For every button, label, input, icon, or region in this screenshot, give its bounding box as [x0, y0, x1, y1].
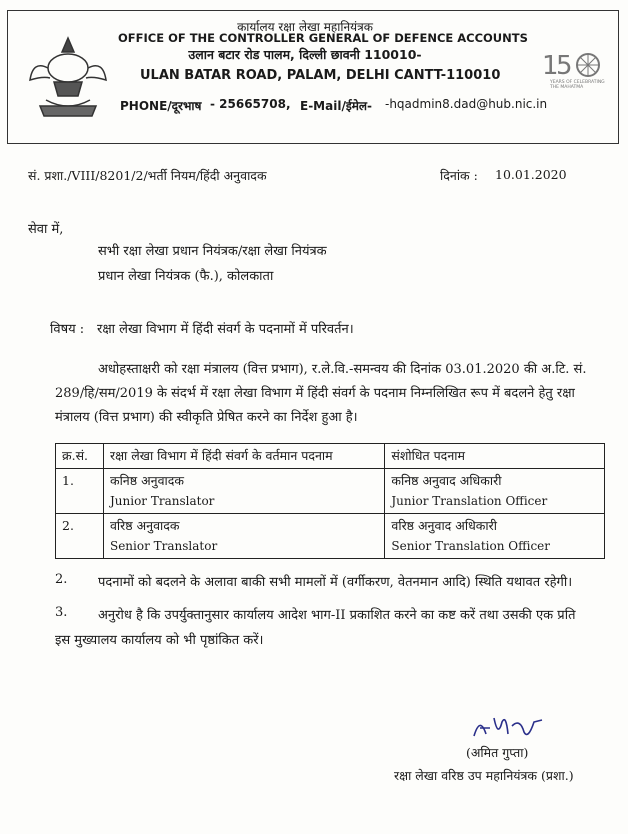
current-hindi: वरिष्ठ अनुवादक	[109, 518, 180, 533]
salutation: सेवा में,	[28, 222, 64, 237]
email-label: E-Mail/ईमेल-	[300, 99, 373, 113]
english-address: ULAN BATAR ROAD, PALAM, DELHI CANTT-110010	[140, 68, 501, 83]
row-current-designation	[103, 514, 384, 559]
current-english: Junior Translator	[109, 494, 215, 508]
para2-text: पदनामों को बदलने के अलावा बाकी सभी मामलों में (वर्गीकरण, वेतनमान आदि) स्थिति यथावत रहेगी।	[98, 575, 573, 590]
recipient-line-1: सभी रक्षा लेखा प्रधान नियंत्रक/रक्षा लेखा नियंत्रक	[98, 244, 327, 259]
table-header-row	[56, 444, 605, 469]
table-row	[56, 469, 605, 514]
email-address: -hqadmin8.dad@hub.nic.in	[385, 97, 548, 111]
para3-line1: अनुरोध है कि उपर्युक्तानुसार कार्यालय आदेश भाग-II प्रकाशित करने का कष्ट करें तथा उसकी एक प्रति	[98, 608, 576, 623]
date-value: 10.01.2020	[495, 167, 567, 182]
phone-number: - 25665708,	[210, 97, 291, 111]
recipient-line-2: प्रधान लेखा नियंत्रक (फै.), कोलकाता	[98, 269, 274, 284]
svg-text:5: 5	[556, 51, 573, 81]
table-header: संशोधित पदनाम	[385, 444, 605, 469]
hindi-address: उलान बटार रोड पालम, दिल्ली छावनी 110010-	[188, 47, 422, 62]
row-revised-designation	[385, 469, 605, 514]
para3-line2: इस मुख्यालय कार्यालय को भी पृष्ठांकित करें।	[55, 633, 264, 648]
english-office-title: OFFICE OF THE CONTROLLER GENERAL OF DEFENCE ACCOUNTS	[118, 31, 528, 45]
revised-english: Senior Translation Officer	[391, 539, 550, 553]
revised-hindi: कनिष्ठ अनुवाद अधिकारी	[391, 473, 502, 488]
row-revised-designation	[385, 514, 605, 559]
emblem-logo	[18, 30, 118, 128]
handwritten-signature	[468, 712, 548, 744]
subject-label: विषय :	[50, 322, 85, 337]
para2-number: 2.	[55, 572, 68, 587]
signatory-designation: रक्षा लेखा वरिष्ठ उप महानियंत्रक (प्रशा.)	[394, 768, 574, 783]
hindi-office-title: कार्यालय रक्षा लेखा महानियंत्रक	[237, 20, 373, 34]
row-sno: 1.	[56, 469, 104, 514]
date-label: दिनांक :	[440, 168, 478, 183]
para1-line2: 289/हि/सम/2019 के संदर्भ में रक्षा लेखा विभाग में हिंदी संवर्ग के पदनाम निम्नलिखित रूप में बदलने हेतु रक्षा	[55, 386, 575, 401]
current-hindi: कनिष्ठ अनुवादक	[109, 473, 184, 488]
para3-number: 3.	[55, 605, 68, 620]
gandhi-logo-caption: YEARS OF CELEBRATING THE MAHATMA	[550, 80, 605, 90]
current-english: Senior Translator	[109, 539, 218, 553]
table-row	[56, 514, 605, 559]
row-sno: 2.	[56, 514, 104, 559]
phone-label: PHONE/दूरभाष	[120, 99, 202, 113]
row-current-designation	[103, 469, 384, 514]
revised-hindi: वरिष्ठ अनुवाद अधिकारी	[391, 518, 497, 533]
table-header: क्र.सं.	[56, 444, 104, 469]
para1-line3: मंत्रालय (वित्त प्रभाग) की स्वीकृति प्रेषित करने का निर्देश हुआ है।	[55, 410, 358, 425]
reference-number: सं. प्रशा./VIII/8201/2/भर्ती नियम/हिंदी अनुवादक	[28, 168, 267, 183]
subject-text: रक्षा लेखा विभाग में हिंदी संवर्ग के पदनामों में परिवर्तन।	[97, 322, 354, 337]
table-header: रक्षा लेखा विभाग में हिंदी संवर्ग के वर्तमान पदनाम	[103, 444, 384, 469]
revised-english: Junior Translation Officer	[391, 494, 548, 508]
signatory-name: (अमित गुप्ता)	[466, 745, 529, 760]
svg-text:1: 1	[542, 51, 559, 81]
designation-table	[55, 443, 605, 559]
para1-line1: अधोहस्ताक्षरी को रक्षा मंत्रालय (वित्त प्रभाग), र.ले.वि.-समन्वय की दिनांक 03.01.2020 की अ.टि. सं.	[98, 362, 587, 377]
